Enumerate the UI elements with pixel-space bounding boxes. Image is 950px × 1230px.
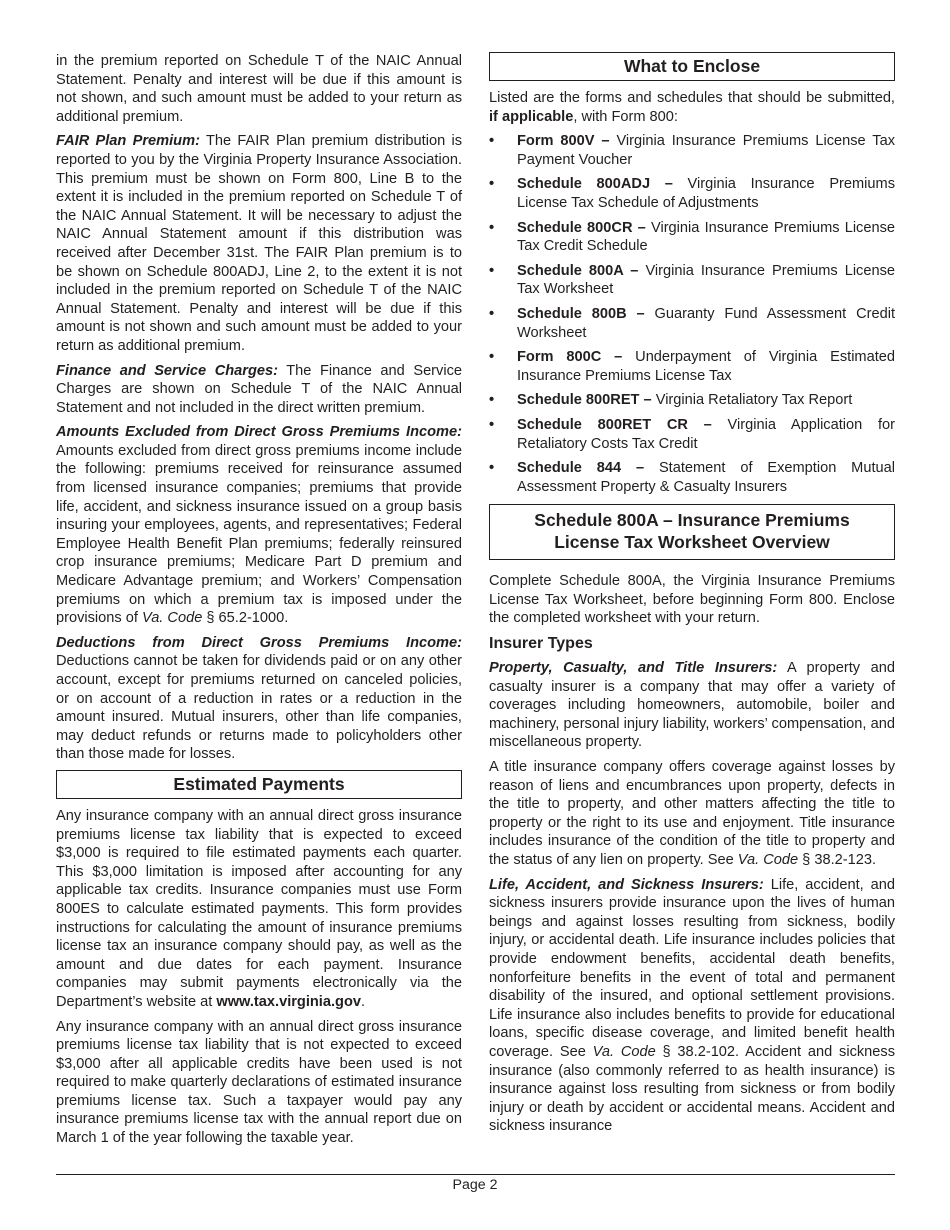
property-casualty-paragraph xyxy=(489,659,895,752)
enclosure-desc: Virginia Retaliatory Tax Report xyxy=(655,392,853,409)
bullet-icon: • xyxy=(489,133,495,150)
list-item xyxy=(489,219,895,256)
property-casualty-text: A property and casualty insurer is a company that may offer a variety of coverages including homeowners, automobile, boiler and machinery, personal injury liability, workers’ compensation, and miscellaneous property. xyxy=(489,660,895,751)
fair-plan-lead: FAIR Plan Premium: xyxy=(56,133,200,150)
enclose-intro-bold: if applicable xyxy=(489,108,574,125)
enclosure-name: Schedule 800B – xyxy=(517,305,645,322)
amounts-excluded-text: Amounts excluded from direct gross premiums income include the following: premiums received for reinsurance assumed from licensed insurance companies; premiums that provide life, accident, and sickness insurance issued on a group basis insuring your employees, agents, and representatives; Federal Employee Health Benefit Plan premiums; federally reinsured crop insurance premiums; Medicare Part D premium and Medicare Advantage premium; and Workers’ Compensation premiums on which a premium tax is imposed under the provisions of xyxy=(56,442,462,627)
page-number: Page 2 xyxy=(452,1177,498,1193)
estimated-payments-paragraph-1 xyxy=(56,807,462,1012)
life-accident-paragraph xyxy=(489,876,895,1136)
enclosure-name: Schedule 800ADJ – xyxy=(517,176,673,193)
list-item xyxy=(489,262,895,299)
life-accident-lead: Life, Accident, and Sickness Insurers: xyxy=(489,876,764,893)
life-accident-cite-ref: § 38.2-102. xyxy=(662,1043,740,1060)
list-item xyxy=(489,132,895,169)
bullet-icon: • xyxy=(489,349,495,366)
bullet-icon: • xyxy=(489,262,495,279)
left-column xyxy=(56,52,462,1154)
list-item xyxy=(489,348,895,385)
title-insurance-cite: Va. Code xyxy=(737,852,799,868)
bullet-icon: • xyxy=(489,460,495,477)
list-item xyxy=(489,391,895,410)
enclosure-desc: Virginia Insurance Premiums License Tax Schedule of Adjustments xyxy=(517,176,895,211)
enclose-intro-post: , with Form 800: xyxy=(573,108,678,125)
title-insurance-cite-ref: § 38.2-123. xyxy=(802,852,877,868)
amounts-excluded-cite-ref: § 65.2-1000. xyxy=(206,610,289,627)
enclosure-name: Form 800V – xyxy=(517,133,610,150)
overview-paragraph: Complete Schedule 800A, the Virginia Insurance Premiums License Tax Worksheet, before beginning Form 800. Enclose the completed worksheet with your return. xyxy=(489,573,895,627)
list-item xyxy=(489,305,895,342)
deductions-lead: Deductions from Direct Gross Premiums Income: xyxy=(56,634,462,651)
bullet-icon: • xyxy=(489,305,495,322)
footer-divider xyxy=(56,1174,895,1175)
enclosure-desc: Underpayment of Virginia Estimated Insurance Premiums License Tax xyxy=(517,349,895,384)
finance-charges-lead: Finance and Service Charges: xyxy=(56,362,278,379)
overview-heading-line-2: License Tax Worksheet Overview xyxy=(554,532,830,553)
estimated-payments-end: . xyxy=(360,993,366,1010)
bullet-icon: • xyxy=(489,176,495,193)
enclosure-name: Schedule 844 – xyxy=(517,460,645,477)
enclosure-name: Schedule 800RET – xyxy=(517,392,652,409)
enclosure-name: Schedule 800A – xyxy=(517,262,639,279)
enclosure-desc: Guaranty Fund Assessment Credit Worksheet xyxy=(517,305,895,341)
property-casualty-lead: Property, Casualty, and Title Insurers: xyxy=(489,660,778,677)
title-insurance-text: A title insurance company offers coverage against losses by reason of liens and encumbrances upon property, defects in the title to property, and other matters affecting the title to property or the right to its use and enjoyment. Title insurance includes insurance of the condition of the title to property and the status of any lien on property. See xyxy=(489,759,895,868)
enclose-intro xyxy=(489,89,895,126)
life-accident-text-2: Accident and sickness insurance (also commonly referred to as health insurance) is insurance against loss resulting from sickness or from bodily injury or death by accident or accidental means. Accident and sickness insurance xyxy=(489,1043,895,1135)
enclosure-desc: Virginia Insurance Premiums License Tax Worksheet xyxy=(517,262,895,298)
bullet-icon: • xyxy=(489,392,495,409)
title-insurance-paragraph xyxy=(489,758,895,870)
finance-charges-paragraph xyxy=(56,362,462,418)
amounts-excluded-paragraph xyxy=(56,423,462,628)
overview-heading-line-1: Schedule 800A – Insurance Premiums xyxy=(534,510,850,531)
enclosure-desc: Statement of Exemption Mutual Assessment Property & Casualty Insurers xyxy=(517,460,895,495)
estimated-payments-paragraph-2: Any insurance company with an annual direct gross insurance premiums license tax liability that is not expected to exceed $3,000 after all applicable credits have been used is not required to make quarterly declarations of estimated insurance premiums license tax. Such a taxpayer would pay any insurance premiums license tax with the annual report due on March 1 of the year following the taxable year. xyxy=(56,1018,462,1147)
right-column xyxy=(489,52,895,1142)
fair-plan-paragraph xyxy=(56,132,462,355)
enclosure-name: Form 800C – xyxy=(517,349,623,366)
enclosure-desc: Virginia Insurance Premiums License Tax Credit Schedule xyxy=(517,219,895,255)
intro-paragraph: in the premium reported on Schedule T of the NAIC Annual Statement. Penalty and interest will be due if this amount is not shown, and such amount must be added to your return as additional premium. xyxy=(56,53,462,125)
bullet-icon: • xyxy=(489,416,495,433)
amounts-excluded-cite: Va. Code xyxy=(142,610,203,627)
amounts-excluded-lead: Amounts Excluded from Direct Gross Premiums Income: xyxy=(56,424,462,441)
life-accident-cite: Va. Code xyxy=(592,1043,656,1060)
enclosure-name: Schedule 800RET CR – xyxy=(517,416,712,433)
finance-charges-text: The Finance and Service Charges are shown on Schedule T of the NAIC Annual Statement and not included in the direct written premium. xyxy=(56,362,462,416)
enclosure-list xyxy=(489,132,895,496)
enclosure-name: Schedule 800CR – xyxy=(517,219,646,236)
list-item xyxy=(489,175,895,212)
enclosure-desc: Virginia Insurance Premiums License Tax Payment Voucher xyxy=(517,133,896,168)
enclosure-desc: Virginia Application for Retaliatory Costs Tax Credit xyxy=(517,416,896,452)
what-to-enclose-heading: What to Enclose xyxy=(489,52,895,81)
fair-plan-text: The FAIR Plan premium distribution is reported to you by the Virginia Property Insurance Association. This premium must be shown on Form 800, Line B to the extent it is included in the premium reported on Schedule T of the NAIC Annual Statement. It will be necessary to adjust the NAIC Annual Statement amount if this distribution was received after December 31st. The FAIR Plan premium is to be shown on Schedule 800ADJ, Line 2, to the extent it is not included in the premium reported on Schedule T of the NAIC Annual Statement. Penalty and interest will be due if this amount is not shown and such amount must be added to your return as additional premium. xyxy=(56,133,463,354)
list-item xyxy=(489,416,895,453)
bullet-icon: • xyxy=(489,219,495,236)
estimated-payments-text: Any insurance company with an annual direct gross insurance premiums license tax liability that is expected to exceed $3,000 is required to file estimated payments each quarter. This $3,000 limitation is imposed after accounting for any applicable tax credits. Insurance companies must use Form 800ES to calculate estimated payments. This form provides instructions for calculating the amount of insurance premiums license tax an insurance company should pay, as well as the amount and due dates for each payment. Insurance companies may submit payments electronically via the Department’s website at xyxy=(56,807,462,1010)
enclose-intro-pre: Listed are the forms and schedules that should be submitted, xyxy=(489,90,895,106)
list-item xyxy=(489,459,895,496)
insurer-types-heading: Insurer Types xyxy=(489,635,593,653)
schedule-800a-overview-heading xyxy=(489,504,895,560)
tax-website-link[interactable]: www.tax.virginia.gov xyxy=(216,993,361,1010)
deductions-text: Deductions cannot be taken for dividends paid or on any other account, except for premiums returned on canceled policies, or on account of a reduction in rates or a reduction in the amount insured. Mutual insurers, other than life companies, may deduct refunds or returns made to policyholders other than those made for losses. xyxy=(56,653,462,763)
estimated-payments-heading: Estimated Payments xyxy=(56,770,462,799)
deductions-paragraph xyxy=(56,634,462,764)
life-accident-text: Life, accident, and sickness insurers provide insurance upon the lives of human beings and against losses resulting from sickness, bodily injury, or accidental death. Life insurance includes policies that provide endowment benefits, accidental death benefits, nonforfeiture benefits in the event of total and permanent disability of the insured, and optional settlement provisions. Life insurance also includes benefits to provide for educational loans, specific disease coverage, and limited benefit health coverage. See xyxy=(489,876,896,1060)
